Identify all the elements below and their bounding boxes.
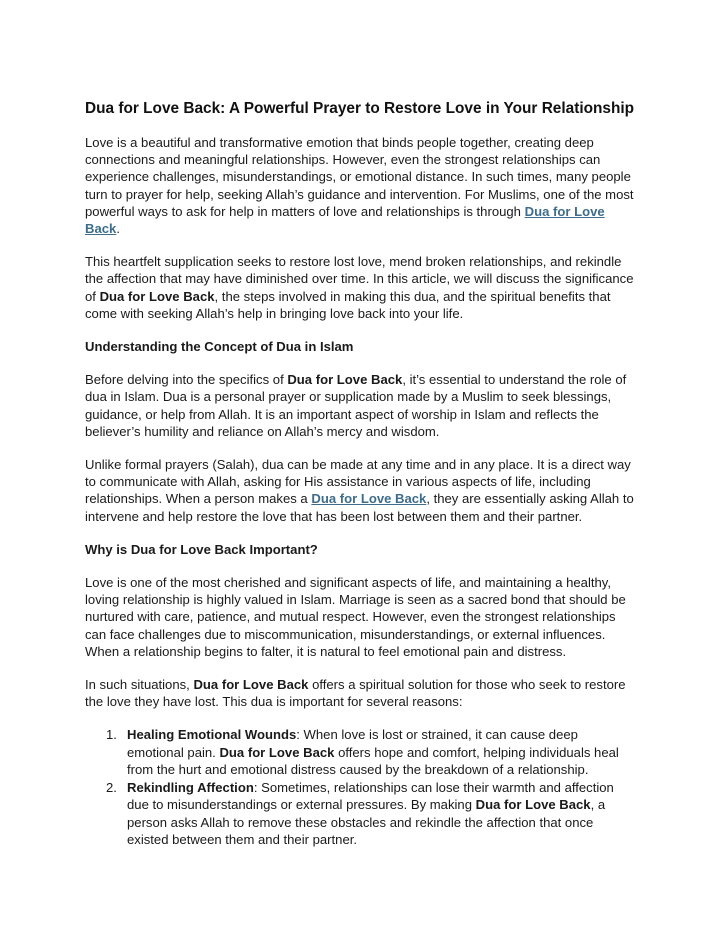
intro-paragraph-2: This heartfelt supplication seeks to restore lost love, mend broken relationships, and rekindle the affection that may have diminished over time. In this article, we will discuss the significance of Dua for Love Back, the steps involved in making this dua, and the spiritual benefits that come with seeking Allah’s help in bringing love back into your life. — [85, 254, 634, 321]
section2-paragraph-2: In such situations, Dua for Love Back offers a spiritual solution for those who seek to restore the love they have lost. This dua is important for several reasons: — [85, 677, 626, 710]
dua-link-intro[interactable]: Dua for Love Back — [85, 203, 605, 237]
keyword-bold: Dua for Love Back — [219, 744, 335, 760]
section1-paragraph-1: Before delving into the specifics of Dua for Love Back, it’s essential to understand the role of dua in Islam. Dua is a personal prayer or supplication made by a Muslim to seek blessings, guidance, or help from Allah. It is an important aspect of worship in Islam and reflects the believer’s humility and reliance on Allah’s mercy and wisdom. — [85, 372, 627, 439]
section-heading-dua-concept: Understanding the Concept of Dua in Islam — [85, 339, 354, 355]
document-page — [85, 99, 637, 849]
keyword-bold: Dua for Love Back — [193, 677, 309, 693]
list-item: 2. Rekindling Affection: Sometimes, relationships can lose their warmth and affection due to misunderstandings or external pressures. By making Dua for Love Back, a person asks Allah to remove these obstacles and rekindle the affection that once existed between them and their partner. — [106, 780, 614, 847]
page-title: Dua for Love Back: A Powerful Prayer to Restore Love in Your Relationship — [85, 100, 635, 117]
keyword-bold: Dua for Love Back — [475, 797, 591, 813]
dua-link-section1[interactable]: Dua for Love Back — [311, 491, 427, 507]
section-heading-why-important: Why is Dua for Love Back Important? — [85, 541, 318, 557]
section1-paragraph-2: Unlike formal prayers (Salah), dua can be made at any time and in any place. It is a direct way to communicate with Allah, asking for His assistance in various aspects of life, including relationships. When a person makes a Dua for Love Back, they are essentially asking Allah to intervene and help restore the love that has been lost between them and their partner. — [85, 457, 634, 524]
list-item-number: 2. — [106, 780, 117, 796]
keyword-bold: Dua for Love Back — [287, 372, 403, 388]
intro-paragraph-1: Love is a beautiful and transformative emotion that binds people together, creating deep connections and meaningful relationships. However, even the strongest relationships can experience challenges, misunderstandings, or emotional distance. In such times, many people turn to prayer for help, seeking Allah’s guidance and intervention. For Muslims, one of the most powerful ways to ask for help in matters of love and relationships is through Dua for Love Back. — [85, 135, 634, 237]
list-item: 1. Healing Emotional Wounds: When love is lost or strained, it can cause deep emotional pain. Dua for Love Back offers hope and comfort, helping individuals heal from the hurt and emotional distress caused by the breakdown of a relationship. — [106, 727, 619, 777]
section2-paragraph-1: Love is one of the most cherished and significant aspects of life, and maintaining a healthy, loving relationship is highly valued in Islam. Marriage is seen as a sacred bond that should be nurtured with care, patience, and mutual respect. However, even the strongest relationships can face challenges due to miscommunication, misunderstandings, or external influences. When a relationship begins to falter, it is natural to feel emotional pain and distress. — [85, 575, 626, 659]
keyword-bold: Dua for Love Back — [99, 288, 215, 304]
reasons-list — [85, 726, 637, 847]
list-item-label: Rekindling Affection — [127, 780, 254, 796]
list-item-number: 1. — [106, 727, 117, 743]
list-item-label: Healing Emotional Wounds — [127, 727, 297, 743]
